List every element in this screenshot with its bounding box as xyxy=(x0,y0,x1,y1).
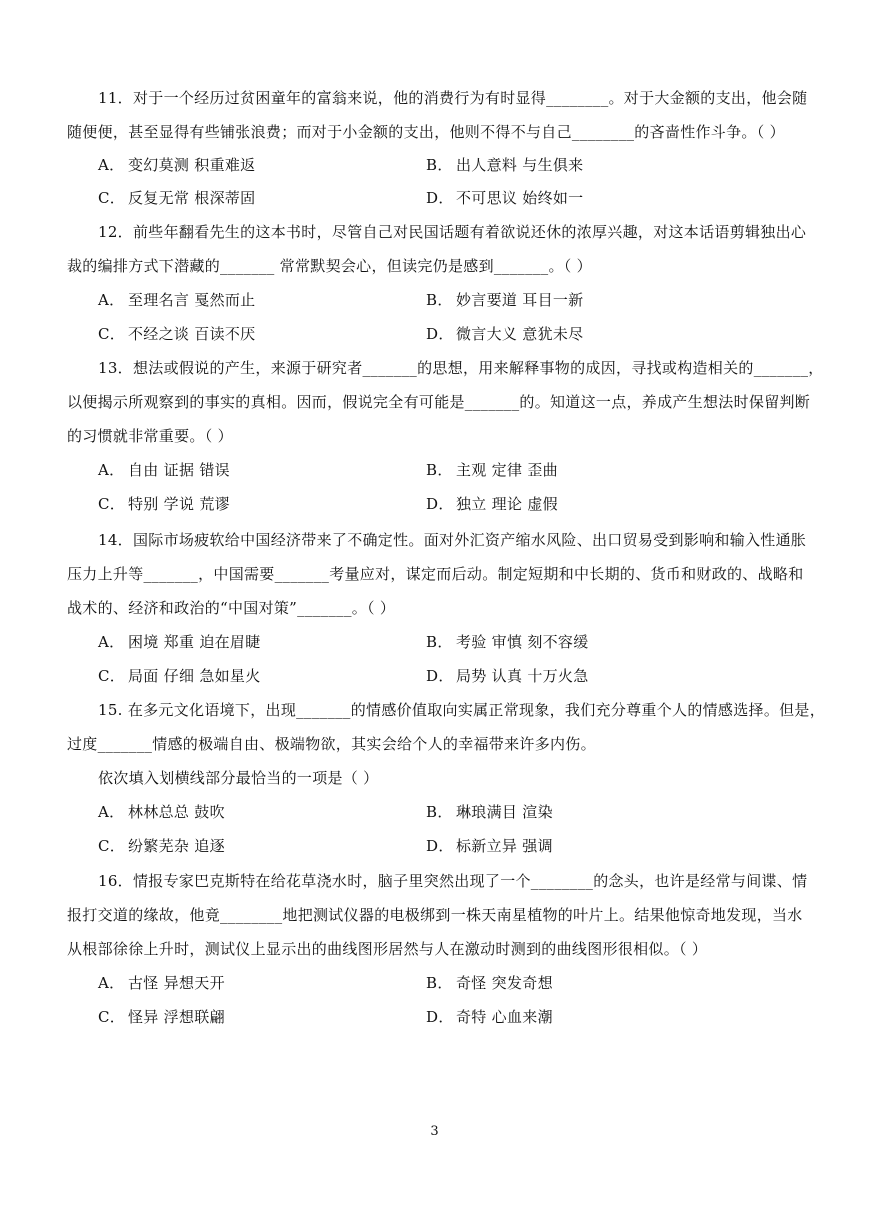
option-letter: C． xyxy=(98,837,126,855)
question-15-line-2: 过度_______情感的极端自由、极端物欲，其实会给个人的幸福带来许多内伤。 xyxy=(67,735,596,753)
question-16-line-1: 16．情报专家巴克斯特在给花草浇水时，脑子里突然出现了一个________的念头，也许是经常与间谍、情 xyxy=(98,872,808,890)
option-letter: A． xyxy=(98,803,125,821)
question-11-option-a xyxy=(98,155,255,175)
option-letter: B． xyxy=(426,156,453,174)
question-14-option-d xyxy=(426,666,589,686)
option-text: 特别 学说 荒谬 xyxy=(128,495,230,513)
question-11-option-d xyxy=(426,188,583,208)
question-13-option-d xyxy=(426,494,558,514)
option-letter: C． xyxy=(98,1008,126,1026)
option-text: 微言大义 意犹未尽 xyxy=(456,325,584,343)
option-letter: B． xyxy=(426,974,453,992)
question-15-line-1: 15. 在多元文化语境下，出现_______的情感价值取向实属正常现象，我们充分尊重个人的情感选择。但是， xyxy=(98,701,826,719)
option-text: 林林总总 鼓吹 xyxy=(128,803,225,821)
option-letter: A． xyxy=(98,461,125,479)
option-letter: A． xyxy=(98,156,125,174)
option-text: 怪异 浮想联翩 xyxy=(128,1008,225,1026)
option-letter: B． xyxy=(426,461,453,479)
question-11-option-c xyxy=(98,188,255,208)
option-letter: C． xyxy=(98,667,126,685)
option-text: 标新立异 强调 xyxy=(456,837,553,855)
question-13-line-3: 的习惯就非常重要。（ ） xyxy=(67,427,233,445)
question-12-line-1: 12．前些年翻看先生的这本书时，尽管自己对民国话题有着欲说还休的浓厚兴趣，对这本话语剪辑独出心 xyxy=(98,223,807,241)
option-letter: C． xyxy=(98,325,126,343)
question-13-option-b xyxy=(426,460,558,480)
question-12-option-a xyxy=(98,290,255,310)
option-letter: D． xyxy=(426,667,454,685)
question-14-line-3: 战术的、经济和政治的“中国对策”_______。（ ） xyxy=(67,599,396,617)
option-text: 独立 理论 虚假 xyxy=(456,495,558,513)
option-text: 奇怪 突发奇想 xyxy=(456,974,553,992)
question-13-option-a xyxy=(98,460,230,480)
option-text: 古怪 异想天开 xyxy=(128,974,225,992)
question-14-option-b xyxy=(426,632,589,652)
option-letter: D． xyxy=(426,1008,454,1026)
question-15-option-d xyxy=(426,836,553,856)
option-text: 出人意料 与生俱来 xyxy=(456,156,584,174)
option-text: 局势 认真 十万火急 xyxy=(456,667,589,685)
option-letter: D． xyxy=(426,495,454,513)
question-12-line-2: 裁的编排方式下潜藏的_______ 常常默契会心，但读完仍是感到_______。（ ） xyxy=(67,257,592,275)
question-13-line-1: 13．想法或假说的产生，来源于研究者_______的思想，用来解释事物的成因，寻找或构造相关的_______， xyxy=(98,359,824,377)
question-16-option-d xyxy=(426,1007,553,1027)
option-letter: D． xyxy=(426,837,454,855)
option-letter: B． xyxy=(426,633,453,651)
question-11-line-2: 随便便，甚至显得有些铺张浪费；而对于小金额的支出，他则不得不与自己________的吝啬性作斗争。（ ） xyxy=(67,123,785,141)
question-16-option-c xyxy=(98,1007,225,1027)
option-text: 妙言要道 耳目一新 xyxy=(456,291,584,309)
option-letter: A． xyxy=(98,974,125,992)
option-letter: C． xyxy=(98,495,126,513)
option-text: 局面 仔细 急如星火 xyxy=(128,667,261,685)
question-14-option-c xyxy=(98,666,261,686)
option-text: 琳琅满目 渲染 xyxy=(456,803,553,821)
option-text: 主观 定律 歪曲 xyxy=(456,461,558,479)
question-14-option-a xyxy=(98,632,261,652)
question-16-option-b xyxy=(426,973,553,993)
option-text: 考验 审慎 刻不容缓 xyxy=(456,633,589,651)
option-text: 反复无常 根深蒂固 xyxy=(128,189,256,207)
option-letter: A． xyxy=(98,291,125,309)
option-text: 变幻莫测 积重难返 xyxy=(128,156,256,174)
option-letter: D． xyxy=(426,325,454,343)
option-text: 纷繁芜杂 追逐 xyxy=(128,837,225,855)
question-15-option-b xyxy=(426,802,553,822)
question-14-line-2: 压力上升等_______，中国需要_______考量应对，谋定而后动。制定短期和中长期的、货币和财政的、战略和 xyxy=(67,565,804,583)
option-letter: B． xyxy=(426,291,453,309)
question-13-option-c xyxy=(98,494,230,514)
option-letter: D． xyxy=(426,189,454,207)
question-12-option-d xyxy=(426,324,583,344)
option-letter: B． xyxy=(426,803,453,821)
question-15-prompt: 依次填入划横线部分最恰当的一项是（ ） xyxy=(98,769,379,787)
page-number: 3 xyxy=(430,1124,439,1139)
question-15-option-a xyxy=(98,802,225,822)
question-11-line-1: 11．对于一个经历过贫困童年的富翁来说，他的消费行为有时显得________。对于大金额的支出，他会随 xyxy=(98,89,808,107)
option-text: 不可思议 始终如一 xyxy=(456,189,584,207)
question-13-line-2: 以便揭示所观察到的事实的真相。因而，假说完全有可能是_______的。知道这一点，养成产生想法时保留判断 xyxy=(67,393,811,411)
option-letter: C． xyxy=(98,189,126,207)
option-text: 奇特 心血来潮 xyxy=(456,1008,553,1026)
option-text: 困境 郑重 迫在眉睫 xyxy=(128,633,261,651)
question-14-line-1: 14．国际市场疲软给中国经济带来了不确定性。面对外汇资产缩水风险、出口贸易受到影响和输入性通胀 xyxy=(98,531,807,549)
option-text: 至理名言 戛然而止 xyxy=(128,291,256,309)
question-15-option-c xyxy=(98,836,225,856)
question-12-option-c xyxy=(98,324,255,344)
question-16-option-a xyxy=(98,973,225,993)
option-text: 不经之谈 百读不厌 xyxy=(128,325,256,343)
question-11-option-b xyxy=(426,155,583,175)
option-letter: A． xyxy=(98,633,125,651)
question-16-line-2: 报打交道的缘故，他竟________地把测试仪器的电极绑到一株天南星植物的叶片上。结果他惊奇地发现，当水 xyxy=(67,906,803,924)
question-12-option-b xyxy=(426,290,583,310)
question-16-line-3: 从根部徐徐上升时，测试仪上显示出的曲线图形居然与人在激动时测到的曲线图形很相似。（ ） xyxy=(67,940,708,958)
option-text: 自由 证据 错误 xyxy=(128,461,230,479)
